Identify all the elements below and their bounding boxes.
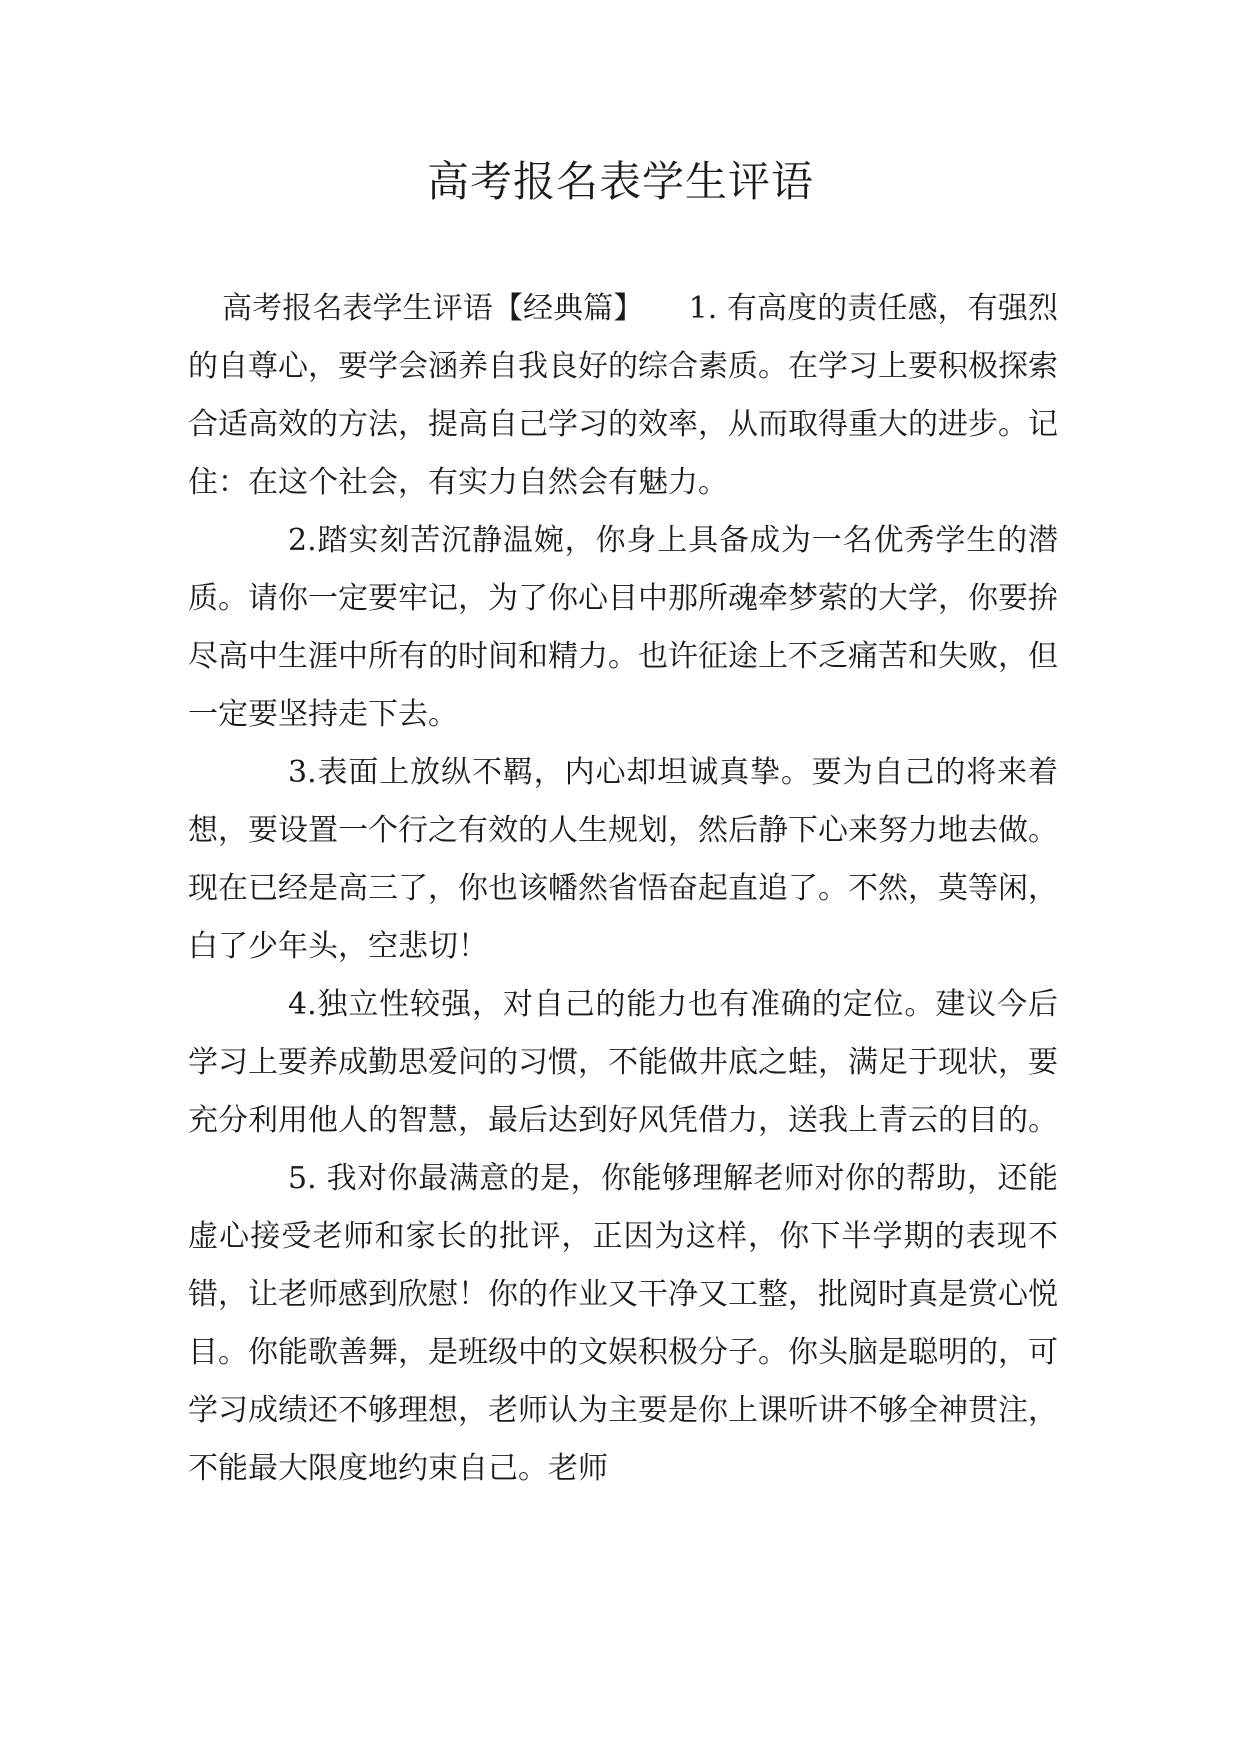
paragraph-comment-5: 5. 我对你最满意的是，你能够理解老师对你的帮助，还能虚心接受老师和家长的批评，正因为这样，你下半学期的表现不错，让老师感到欣慰！你的作业又干净又工整，批阅时真是赏心悦目。你能歌善舞，是班级中的文娱积极分子。你头脑是聪明的，可学习成绩还不够理想，老师认为主要是你上课听讲不够全神贯注，不能最大限度地约束自己。老师	[188, 1161, 1058, 1486]
paragraph-intro: 高考报名表学生评语【经典篇】 1. 有高度的责任感，有强烈的自尊心，要学会涵养自我良好的综合素质。在学习上要积极探索合适高效的方法，提高自己学习的效率，从而取得重大的进步。记住：在这个社会，有实力自然会有魅力。	[188, 291, 1058, 500]
paragraph-comment-3: 3.表面上放纵不羁，内心却坦诚真挚。要为自己的将来着想，要设置一个行之有效的人生规划，然后静下心来努力地去做。现在已经是高三了，你也该幡然省悟奋起直追了。不然，莫等闲，白了少年头，空悲切！	[188, 755, 1058, 964]
paragraph-comment-4: 4.独立性较强，对自己的能力也有准确的定位。建议今后学习上要养成勤思爱问的习惯，不能做井底之蛙，满足于现状，要充分利用他人的智慧，最后达到好风凭借力，送我上青云的目的。	[188, 987, 1058, 1138]
document-body	[188, 280, 1058, 1498]
paragraph-comment-2: 2.踏实刻苦沉静温婉，你身上具备成为一名优秀学生的潜质。请你一定要牢记，为了你心目中那所魂牵梦萦的大学，你要拚尽高中生涯中所有的时间和精力。也许征途上不乏痛苦和失败，但一定要坚持走下去。	[188, 523, 1058, 732]
document-title: 高考报名表学生评语	[426, 157, 814, 206]
